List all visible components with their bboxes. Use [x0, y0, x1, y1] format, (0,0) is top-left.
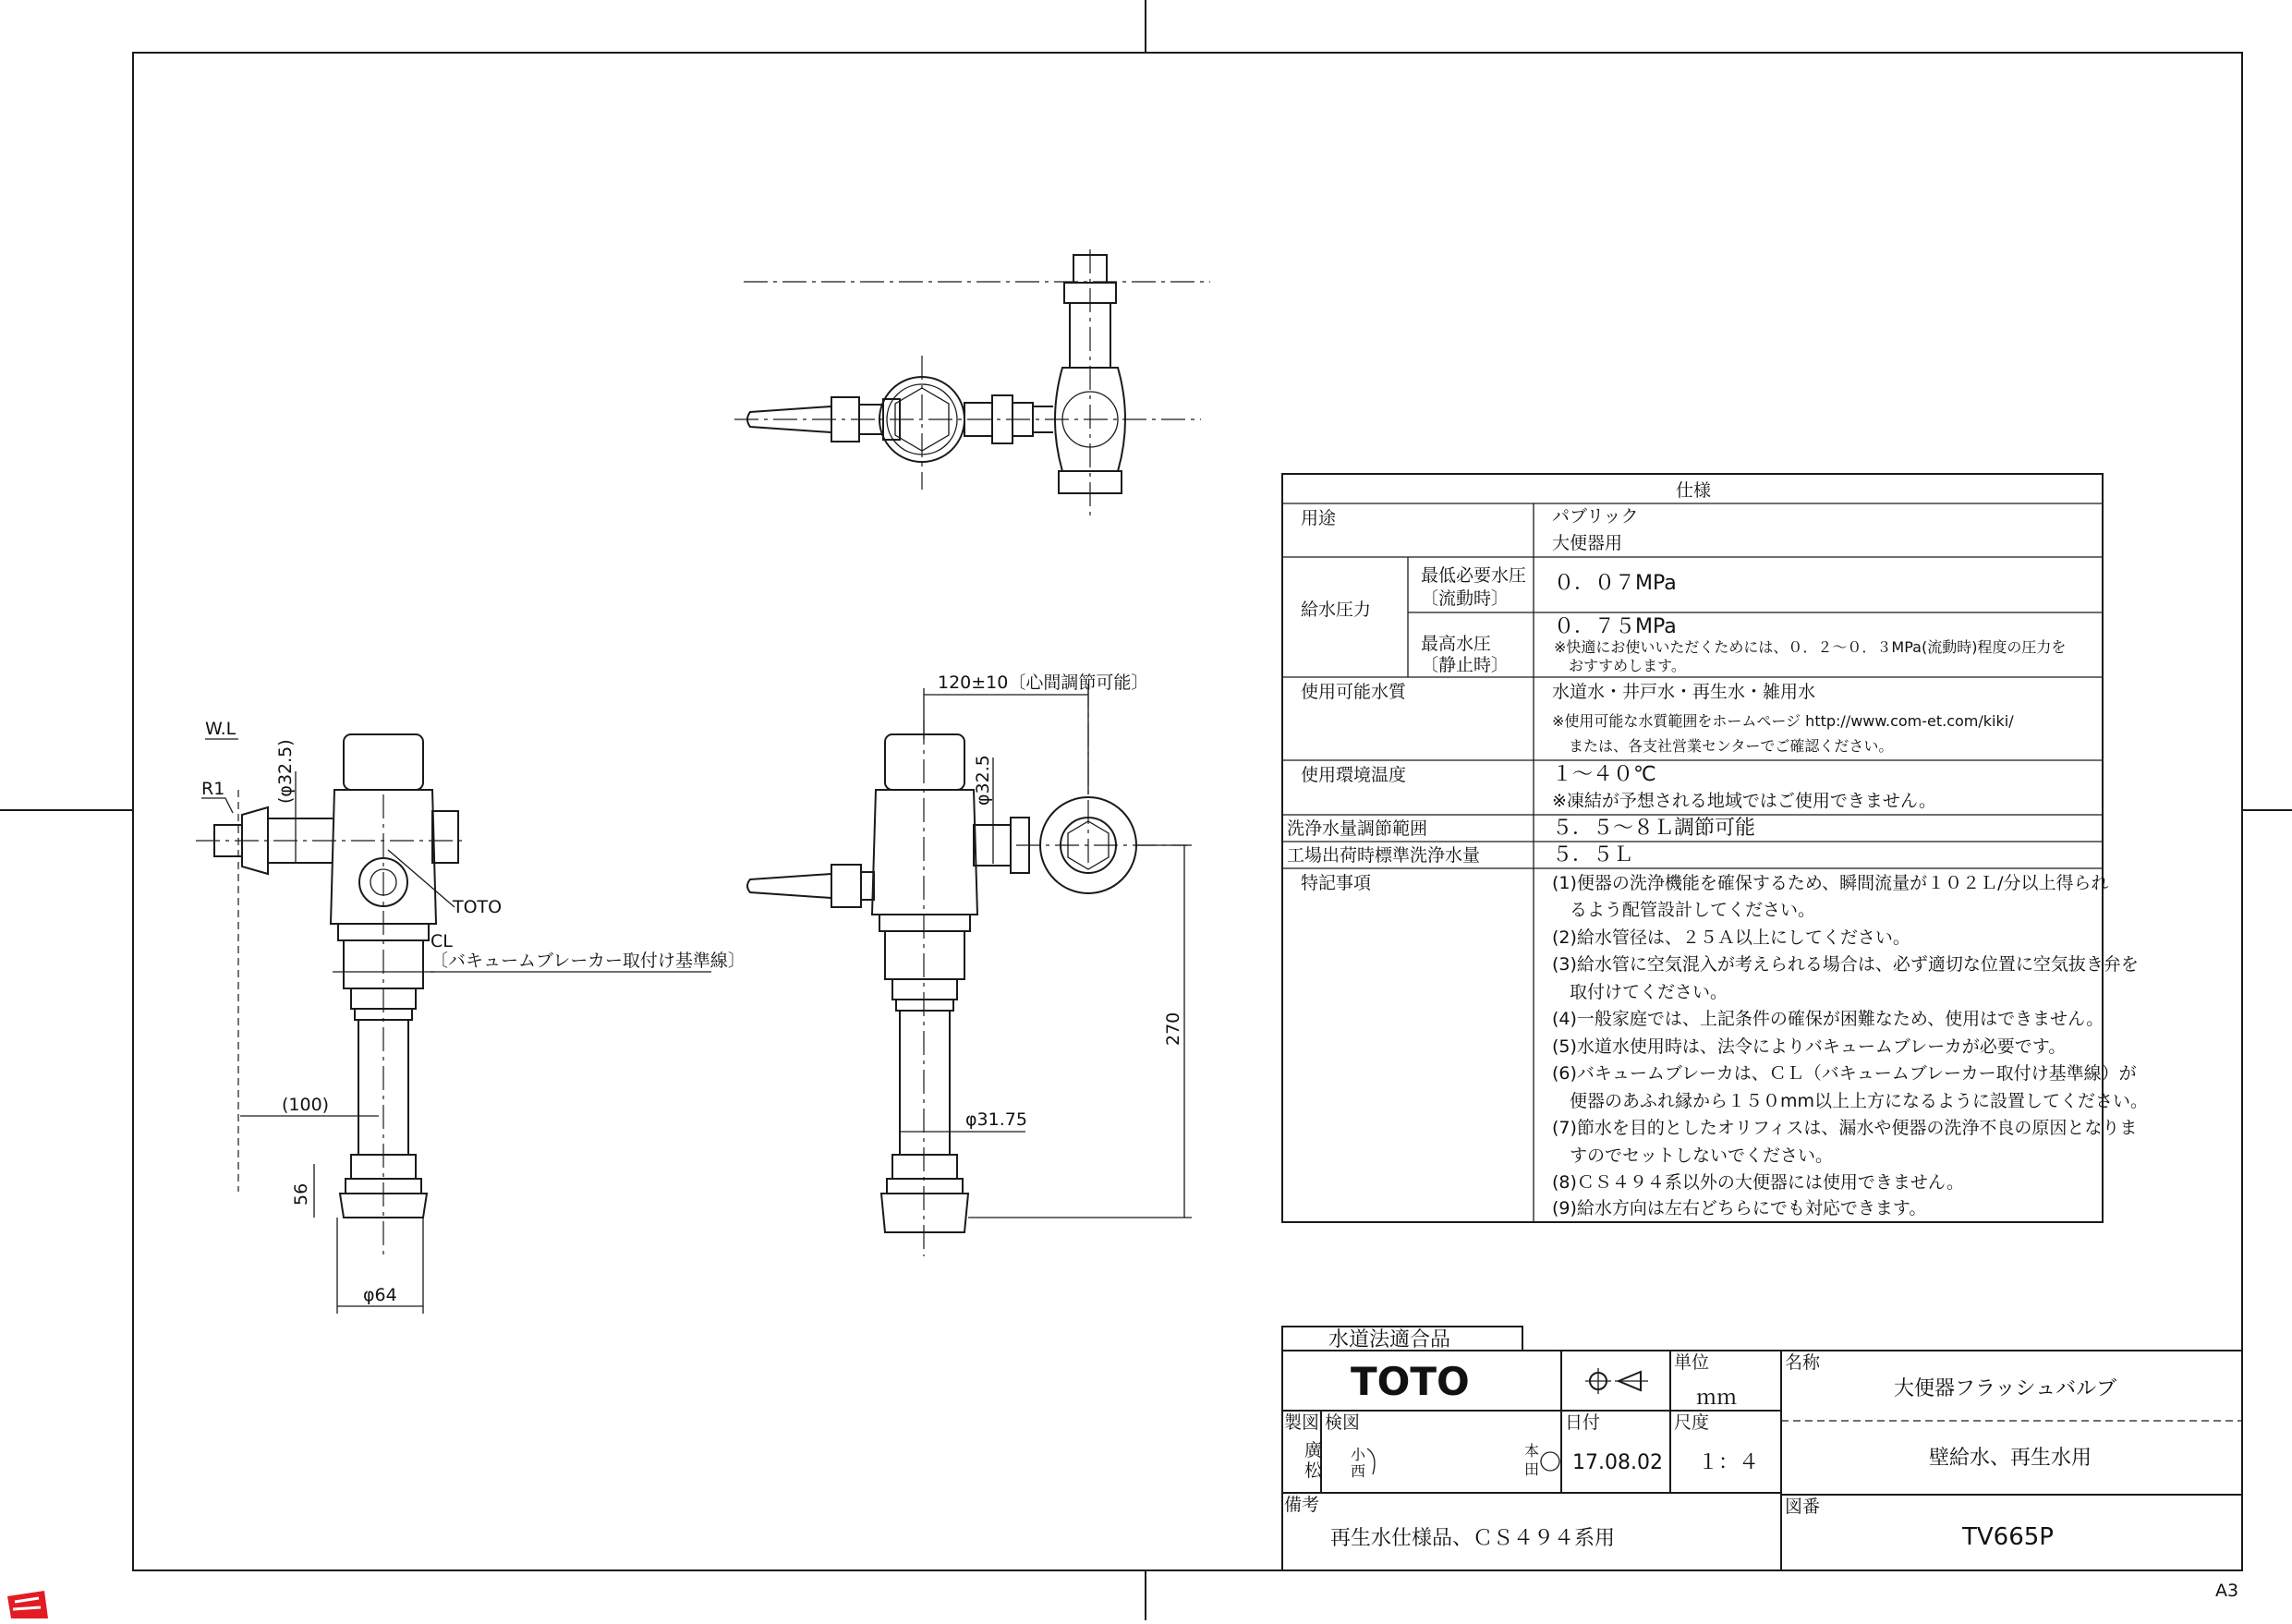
spec-pressure-label: 給水圧力	[1301, 600, 1372, 620]
spec-temp-note: ※凍結が予想される地域ではご使用できません。	[1552, 791, 1937, 811]
spec-flush-range-value: ５．５～８Ｌ調節可能	[1552, 817, 1756, 840]
phi64-label: φ64	[363, 1285, 397, 1305]
phi32-5-right-label: φ32.5	[973, 755, 993, 806]
scale-value: １：４	[1698, 1451, 1760, 1474]
spec-note-line: (8)ＣＳ４９４系以外の大便器には使用できません。	[1552, 1172, 1965, 1193]
spec-water-note-2: または、各支社営業センターでご確認ください。	[1569, 737, 1894, 755]
cl-desc-label: 〔バキュームブレーカー取付け基準線〕	[431, 951, 746, 971]
unit-value: ｍｍ	[1696, 1387, 1738, 1410]
phi32-5-left-label: (φ32.5)	[275, 739, 296, 804]
spec-factory-value: ５．５Ｌ	[1552, 843, 1634, 867]
spec-note-line: (2)給水管径は、２５Ａ以上にしてください。	[1552, 927, 1910, 948]
drawn-value-2: 松	[1304, 1460, 1323, 1481]
paper-size-label: A3	[2215, 1581, 2239, 1601]
drawn-label: 製図	[1284, 1412, 1320, 1433]
spec-note-line: るよう配管設計してください。	[1552, 900, 1816, 920]
cl-label: CL	[431, 931, 453, 951]
spec-temp-value: １～４０℃	[1552, 763, 1656, 786]
spec-max-pressure-note-1: ※快適にお使いいただくためには、０．２～０．３MPa(流動時)程度の圧力を	[1554, 638, 2067, 656]
remarks-label: 備考	[1284, 1495, 1320, 1515]
checked-stamp-left-1: 小	[1351, 1446, 1366, 1463]
spec-note-line: (1)便器の洗浄機能を確保するため、瞬間流量が１０２Ｌ/分以上得られ	[1552, 873, 2109, 893]
dim-120-label: 120±10〔心間調節可能〕	[938, 673, 1149, 693]
spec-note-line: (6)バキュームブレーカは、ＣＬ（バキュームブレーカー取付け基準線）が	[1552, 1063, 2137, 1084]
approval-label: 水道法適合品	[1328, 1328, 1451, 1351]
spec-use-value-1: パブリック	[1552, 506, 1639, 527]
spec-table	[1282, 474, 2148, 1222]
checked-stamp-right	[1524, 1442, 1559, 1478]
date-label: 日付	[1565, 1412, 1601, 1433]
spec-max-pressure-note-2: おすすめします。	[1569, 657, 1686, 674]
spec-use-value-2: 大便器用	[1552, 533, 1623, 553]
dim-100-label: (100)	[282, 1095, 330, 1115]
name-label: 名称	[1785, 1352, 1821, 1373]
checked-stamp-left-2: 西	[1351, 1462, 1366, 1480]
checked-label: 検図	[1325, 1412, 1361, 1433]
top-view-drawing	[734, 249, 1210, 517]
scale-label: 尺度	[1674, 1412, 1710, 1433]
dim-56-label: 56	[291, 1182, 311, 1206]
name-value: 大便器フラッシュバルブ	[1894, 1377, 2117, 1400]
checked-stamp-right-2: 田	[1524, 1460, 1540, 1478]
drawn-value-1: 廣	[1304, 1440, 1323, 1460]
name-sub-value: 壁給水、再生水用	[1929, 1447, 2092, 1470]
front-view-drawing	[196, 719, 746, 1314]
checked-stamp-right-1: 本	[1524, 1442, 1540, 1460]
spec-water-note-1: ※使用可能な水質範囲をホームページ http://www.com-et.com/kiki/	[1552, 712, 2014, 730]
spec-min-pressure-value: ０．０７MPa	[1554, 572, 1677, 595]
spec-note-line: 取付けてください。	[1552, 982, 1728, 1002]
spec-notes-label: 特記事項	[1301, 873, 1372, 893]
spec-note-line: すのでセットしないでください。	[1552, 1145, 1834, 1166]
corner-logo-icon	[7, 1591, 48, 1618]
spec-use-label: 用途	[1301, 508, 1337, 528]
date-value: 17.08.02	[1572, 1451, 1663, 1474]
spec-note-line: (9)給水方向は左右どちらにでも対応できます。	[1552, 1198, 1927, 1218]
toto-logo: TOTO	[1351, 1359, 1470, 1404]
spec-note-line: (4)一般家庭では、上記条件の確保が困難なため、使用はできません。	[1552, 1009, 2104, 1029]
title-block	[1282, 1327, 2242, 1570]
spec-min-pressure-label: 最低必要水圧	[1421, 565, 1527, 586]
spec-note-line: (7)節水を目的としたオリフィスは、漏水や便器の洗浄不良の原因となりま	[1552, 1118, 2138, 1138]
spec-note-line: 便器のあふれ縁から１５０mm以上上方になるように設置してください。	[1552, 1091, 2149, 1111]
side-view-drawing	[747, 673, 1192, 1256]
unit-label: 単位	[1674, 1352, 1710, 1373]
r1-label: R1	[201, 779, 225, 799]
spec-max-pressure-sub: 〔静止時〕	[1421, 655, 1510, 675]
spec-water-label: 使用可能水質	[1301, 682, 1407, 702]
wl-label: W.L	[205, 719, 236, 739]
projection-symbol-icon	[1585, 1368, 1648, 1394]
spec-note-line: (3)給水管に空気混入が考えられる場合は、必ず適切な位置に空気抜き弁を	[1552, 954, 2139, 975]
drawing-no-label: 図番	[1785, 1497, 1821, 1517]
spec-min-pressure-sub: 〔流動時〕	[1421, 588, 1510, 609]
spec-title: 仕様	[1676, 480, 1712, 501]
spec-max-pressure-label: 最高水圧	[1421, 634, 1492, 654]
spec-water-value: 水道水・井戸水・再生水・雑用水	[1552, 682, 1816, 702]
spec-factory-label: 工場出荷時標準洗浄水量	[1287, 845, 1481, 866]
dim-270-label: 270	[1163, 1012, 1183, 1046]
drawing-no-value: TV665P	[1962, 1523, 2054, 1551]
spec-temp-label: 使用環境温度	[1301, 765, 1407, 785]
remarks-value: 再生水仕様品、ＣＳ４９４系用	[1330, 1527, 1616, 1550]
checked-stamp-left	[1351, 1446, 1375, 1480]
spec-max-pressure-value: ０．７５MPa	[1554, 615, 1677, 638]
spec-flush-range-label: 洗浄水量調節範囲	[1287, 818, 1428, 839]
spec-note-line: (5)水道水使用時は、法令によりバキュームブレーカが必要です。	[1552, 1036, 2067, 1057]
phi31-75-label: φ31.75	[965, 1109, 1027, 1130]
toto-pointer-label: TOTO	[453, 897, 503, 917]
